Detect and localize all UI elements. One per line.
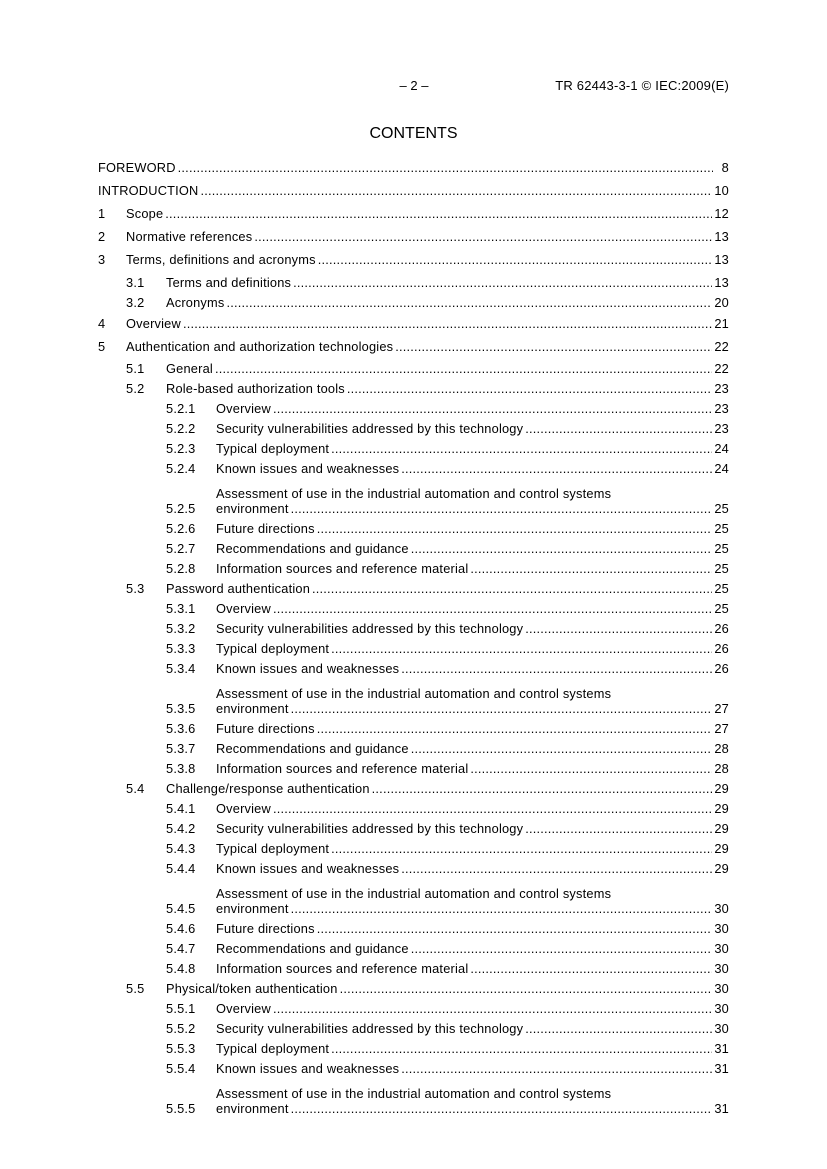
dot-leader (372, 781, 713, 796)
toc-entry-number: 5.4.1 (166, 801, 196, 816)
toc-entry-number: 5.3.6 (166, 721, 196, 736)
toc-entry-number: 5.4.2 (166, 821, 196, 836)
toc-entry[interactable] (98, 656, 729, 676)
toc-entry-page: 23 (714, 381, 729, 396)
toc-entry-label: INTRODUCTION (98, 183, 199, 198)
dot-leader (340, 981, 713, 996)
dot-leader (347, 381, 712, 396)
dot-leader (215, 361, 712, 376)
toc-entry-label: Overview (216, 801, 271, 816)
dot-leader (318, 252, 713, 267)
toc-entry-number: 5.4.3 (166, 841, 196, 856)
dot-leader (331, 641, 712, 656)
toc-entry[interactable] (98, 476, 729, 516)
toc-entry[interactable] (98, 616, 729, 636)
toc-entry-label-continued: environment (216, 701, 289, 716)
dot-leader (227, 295, 713, 310)
toc-entry-page: 29 (714, 861, 729, 876)
toc-entry-number: 5.4.4 (166, 861, 196, 876)
toc-entry-page: 31 (714, 1041, 729, 1056)
toc-entry-label: FOREWORD (98, 160, 176, 175)
toc-entry[interactable] (98, 436, 729, 456)
toc-entry-number: 5.5 (126, 981, 145, 996)
dot-leader (254, 229, 712, 244)
toc-entry-number: 5.5.1 (166, 1001, 196, 1016)
toc-entry-label-continued: environment (216, 501, 289, 516)
toc-entry-label: Recommendations and guidance (216, 741, 409, 756)
toc-entry-number: 5.3.2 (166, 621, 196, 636)
toc-entry[interactable] (98, 175, 729, 198)
dot-leader (273, 401, 712, 416)
dot-leader (331, 1041, 712, 1056)
toc-entry-number: 5.5.2 (166, 1021, 196, 1036)
toc-entry-page: 31 (714, 1101, 729, 1116)
toc-entry-label: Future directions (216, 521, 315, 536)
toc-entry-page: 10 (714, 183, 729, 198)
table-of-contents (98, 155, 729, 1116)
toc-entry-number: 5.4.5 (166, 901, 196, 916)
toc-entry-number: 3.1 (126, 275, 145, 290)
toc-entry-label: Typical deployment (216, 1041, 330, 1056)
toc-entry[interactable] (98, 936, 729, 956)
toc-entry-page: 29 (714, 781, 729, 796)
toc-entry[interactable] (98, 456, 729, 476)
dot-leader (525, 621, 712, 636)
toc-entry-number: 5.3.4 (166, 661, 196, 676)
toc-entry-page: 24 (714, 441, 729, 456)
page-number: – 2 – (399, 78, 429, 93)
toc-entry-label-continued: environment (216, 901, 289, 916)
toc-entry-number: 5.2.1 (166, 401, 196, 416)
dot-leader (525, 821, 712, 836)
toc-entry[interactable] (98, 996, 729, 1016)
toc-entry[interactable] (98, 1016, 729, 1036)
toc-entry-label: Known issues and weaknesses (216, 661, 400, 676)
dot-leader (183, 316, 712, 331)
dot-leader (291, 901, 713, 916)
dot-leader (293, 275, 712, 290)
toc-entry-page: 30 (714, 1001, 729, 1016)
toc-entry-label: Known issues and weaknesses (216, 1061, 400, 1076)
dot-leader (291, 1101, 713, 1116)
toc-entry-label: Assessment of use in the industrial automation and control systems (216, 886, 612, 901)
dot-leader (331, 441, 712, 456)
toc-entry-page: 25 (714, 601, 729, 616)
toc-entry[interactable] (98, 856, 729, 876)
toc-entry-label: Typical deployment (216, 441, 330, 456)
toc-entry-number: 5.4.8 (166, 961, 196, 976)
toc-entry-label: Scope (126, 206, 164, 221)
toc-entry-page: 21 (714, 316, 729, 331)
toc-entry-label: Assessment of use in the industrial automation and control systems (216, 686, 612, 701)
toc-entry-page: 28 (714, 741, 729, 756)
dot-leader (291, 701, 713, 716)
toc-entry-page: 25 (714, 541, 729, 556)
toc-entry-number: 5.2.2 (166, 421, 196, 436)
toc-entry-page: 22 (714, 361, 729, 376)
toc-entry-label: Overview (216, 1001, 271, 1016)
toc-entry-label: Known issues and weaknesses (216, 461, 400, 476)
toc-entry-page: 13 (714, 229, 729, 244)
toc-entry-number: 5.4 (126, 781, 145, 796)
toc-entry-label: Acronyms (166, 295, 225, 310)
toc-entry-number: 5.2.5 (166, 501, 196, 516)
toc-entry[interactable] (98, 736, 729, 756)
toc-entry-number: 5.4.7 (166, 941, 196, 956)
toc-entry-number: 5.3.1 (166, 601, 196, 616)
toc-entry-number: 5.1 (126, 361, 145, 376)
toc-entry-label: Typical deployment (216, 641, 330, 656)
toc-entry-page: 29 (714, 841, 729, 856)
dot-leader (178, 160, 713, 175)
toc-entry-label-continued: environment (216, 1101, 289, 1116)
toc-entry[interactable] (98, 198, 729, 221)
toc-entry[interactable] (98, 416, 729, 436)
toc-entry-number: 5.3 (126, 581, 145, 596)
toc-entry-page: 31 (714, 1061, 729, 1076)
dot-leader (317, 721, 713, 736)
toc-entry-page: 30 (714, 901, 729, 916)
toc-entry[interactable] (98, 836, 729, 856)
document-id: TR 62443-3-1 © IEC:2009(E) (555, 78, 729, 93)
toc-entry[interactable] (98, 331, 729, 354)
dot-leader (411, 541, 713, 556)
toc-entry-number: 3 (98, 252, 106, 267)
dot-leader (401, 1061, 712, 1076)
toc-entry-page: 26 (714, 661, 729, 676)
toc-entry-page: 30 (714, 921, 729, 936)
toc-entry-number: 5.4.6 (166, 921, 196, 936)
toc-entry-number: 5.3.8 (166, 761, 196, 776)
dot-leader (470, 961, 712, 976)
toc-entry[interactable] (98, 516, 729, 536)
toc-entry-number: 2 (98, 229, 106, 244)
page-title: CONTENTS (369, 125, 458, 142)
dot-leader (331, 841, 712, 856)
toc-entry-number: 3.2 (126, 295, 145, 310)
toc-entry-page: 24 (714, 461, 729, 476)
toc-entry-label: Security vulnerabilities addressed by this technology (216, 621, 524, 636)
dot-leader (291, 501, 713, 516)
toc-entry-label: Information sources and reference material (216, 961, 469, 976)
toc-entry-page: 13 (714, 252, 729, 267)
toc-entry-page: 8 (721, 160, 729, 175)
toc-entry-label: Terms and definitions (166, 275, 292, 290)
toc-entry-page: 12 (714, 206, 729, 221)
dot-leader (401, 661, 712, 676)
toc-entry-number: 5.2.7 (166, 541, 196, 556)
toc-entry[interactable] (98, 876, 729, 916)
toc-entry-page: 23 (714, 401, 729, 416)
toc-entry-page: 25 (714, 521, 729, 536)
toc-entry[interactable] (98, 716, 729, 736)
toc-entry[interactable] (98, 1056, 729, 1076)
toc-entry[interactable] (98, 776, 729, 796)
dot-leader (273, 601, 712, 616)
toc-entry-number: 5.2 (126, 381, 145, 396)
toc-entry-page: 29 (714, 821, 729, 836)
toc-entry[interactable] (98, 596, 729, 616)
toc-entry-label: Security vulnerabilities addressed by this technology (216, 821, 524, 836)
toc-entry-label: Information sources and reference material (216, 761, 469, 776)
toc-entry[interactable] (98, 221, 729, 244)
dot-leader (401, 861, 712, 876)
toc-entry-label: Information sources and reference material (216, 561, 469, 576)
toc-entry-page: 23 (714, 421, 729, 436)
toc-entry-page: 25 (714, 581, 729, 596)
toc-entry[interactable] (98, 1076, 729, 1116)
toc-entry-label: Overview (216, 601, 271, 616)
toc-entry[interactable] (98, 290, 729, 310)
dot-leader (470, 561, 712, 576)
toc-entry-page: 30 (714, 981, 729, 996)
toc-entry-page: 22 (714, 339, 729, 354)
toc-entry-label: Security vulnerabilities addressed by this technology (216, 1021, 524, 1036)
toc-entry-page: 26 (714, 621, 729, 636)
toc-entry[interactable] (98, 376, 729, 396)
toc-entry-page: 27 (714, 721, 729, 736)
toc-entry-number: 5.5.4 (166, 1061, 196, 1076)
toc-entry[interactable] (98, 267, 729, 290)
dot-leader (411, 941, 713, 956)
toc-entry-label: Normative references (126, 229, 253, 244)
toc-entry-label: Known issues and weaknesses (216, 861, 400, 876)
toc-entry-page: 30 (714, 961, 729, 976)
toc-entry-page: 20 (714, 295, 729, 310)
toc-entry-label: Assessment of use in the industrial automation and control systems (216, 486, 612, 501)
dot-leader (401, 461, 712, 476)
toc-entry[interactable] (98, 155, 729, 175)
dot-leader (273, 801, 712, 816)
toc-entry[interactable] (98, 976, 729, 996)
toc-entry-label: Physical/token authentication (166, 981, 338, 996)
dot-leader (165, 206, 712, 221)
toc-entry-number: 5.3.7 (166, 741, 196, 756)
toc-entry[interactable] (98, 956, 729, 976)
toc-entry-label: Password authentication (166, 581, 311, 596)
toc-entry-label: Overview (126, 316, 181, 331)
dot-leader (317, 521, 713, 536)
toc-entry-page: 13 (714, 275, 729, 290)
toc-entry[interactable] (98, 556, 729, 576)
dot-leader (312, 581, 712, 596)
toc-entry-page: 27 (714, 701, 729, 716)
toc-entry[interactable] (98, 244, 729, 267)
toc-entry[interactable] (98, 576, 729, 596)
toc-entry[interactable] (98, 916, 729, 936)
toc-entry-page: 29 (714, 801, 729, 816)
toc-entry-number: 5.3.3 (166, 641, 196, 656)
toc-entry[interactable] (98, 676, 729, 716)
toc-entry-label: Future directions (216, 921, 315, 936)
toc-entry-label: Role-based authorization tools (166, 381, 345, 396)
dot-leader (525, 1021, 712, 1036)
toc-entry-page: 30 (714, 941, 729, 956)
toc-entry[interactable] (98, 816, 729, 836)
dot-leader (470, 761, 712, 776)
dot-leader (317, 921, 713, 936)
toc-entry[interactable] (98, 354, 729, 376)
toc-entry-label: Future directions (216, 721, 315, 736)
dot-leader (411, 741, 713, 756)
toc-entry[interactable] (98, 310, 729, 331)
toc-entry-label: Challenge/response authentication (166, 781, 370, 796)
dot-leader (201, 183, 713, 198)
toc-entry-label: Recommendations and guidance (216, 941, 409, 956)
toc-entry-page: 25 (714, 501, 729, 516)
toc-entry-number: 1 (98, 206, 106, 221)
toc-entry-label: General (166, 361, 213, 376)
dot-leader (273, 1001, 712, 1016)
toc-entry-number: 5.2.6 (166, 521, 196, 536)
toc-entry-label: Terms, definitions and acronyms (126, 252, 316, 267)
toc-entry-page: 25 (714, 561, 729, 576)
toc-entry-number: 5.2.3 (166, 441, 196, 456)
toc-entry[interactable] (98, 636, 729, 656)
toc-entry-page: 28 (714, 761, 729, 776)
toc-entry-page: 26 (714, 641, 729, 656)
dot-leader (525, 421, 712, 436)
toc-entry-label: Recommendations and guidance (216, 541, 409, 556)
toc-entry-label: Security vulnerabilities addressed by this technology (216, 421, 524, 436)
toc-entry-label: Typical deployment (216, 841, 330, 856)
toc-entry-number: 5.5.3 (166, 1041, 196, 1056)
toc-entry[interactable] (98, 796, 729, 816)
toc-entry[interactable] (98, 1036, 729, 1056)
toc-entry-label: Assessment of use in the industrial automation and control systems (216, 1086, 612, 1101)
toc-entry[interactable] (98, 536, 729, 556)
toc-entry-number: 5.2.4 (166, 461, 196, 476)
toc-entry-label: Overview (216, 401, 271, 416)
toc-entry-number: 5.3.5 (166, 701, 196, 716)
toc-entry-page: 30 (714, 1021, 729, 1036)
toc-entry-number: 4 (98, 316, 106, 331)
toc-entry-number: 5.2.8 (166, 561, 196, 576)
toc-entry[interactable] (98, 396, 729, 416)
toc-entry-number: 5.5.5 (166, 1101, 196, 1116)
toc-entry[interactable] (98, 756, 729, 776)
dot-leader (395, 339, 712, 354)
toc-entry-number: 5 (98, 339, 106, 354)
toc-entry-label: Authentication and authorization technologies (126, 339, 394, 354)
